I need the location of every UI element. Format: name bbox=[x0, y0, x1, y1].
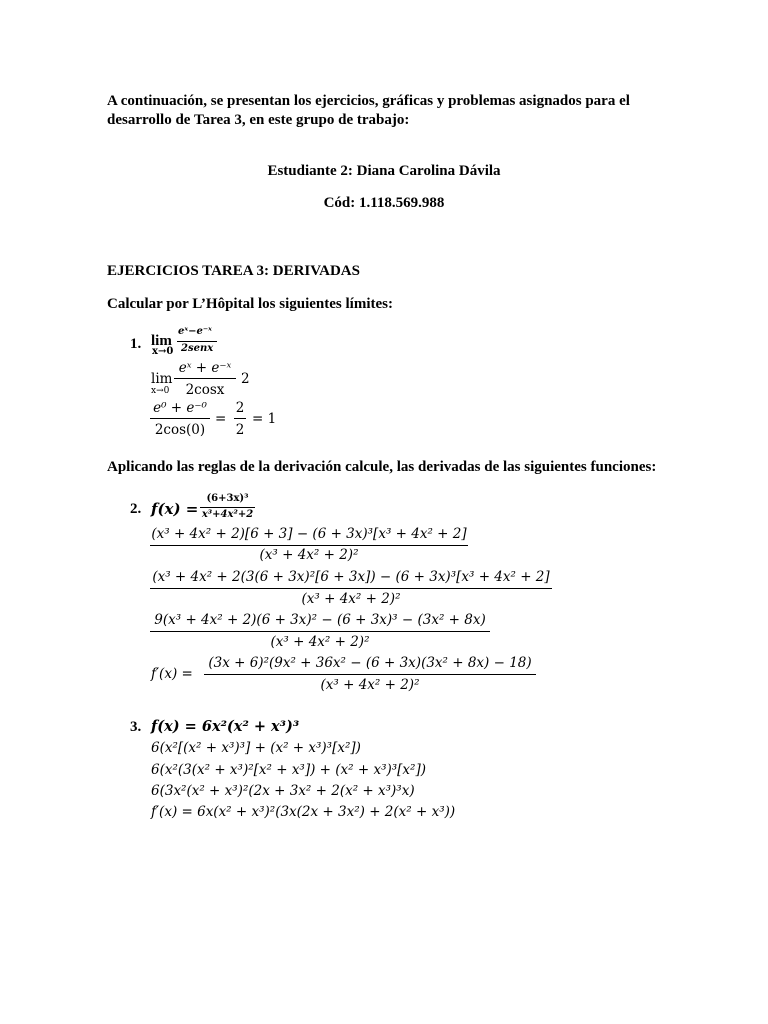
ex1-s1-tail: 2 bbox=[241, 371, 250, 387]
ex2-l1-bar bbox=[150, 545, 468, 546]
ex2-fbar bbox=[200, 507, 255, 508]
ex1-frac-bar bbox=[177, 341, 217, 342]
ex3-line-4: f′(x) = 6x(x² + x³)²(3x(2x + 3x²) + 2(x² + x³)) bbox=[151, 804, 456, 820]
ex2-l2-bar bbox=[150, 588, 552, 589]
ex2-l2-num: (x³ + 4x² + 2(3(6 + 3x)²[6 + 3x]) − (6 + 3x)³[x³ + 4x² + 2] bbox=[152, 569, 550, 585]
ex2-l3-den: (x³ + 4x² + 2)² bbox=[270, 634, 370, 650]
section-title: EJERCICIOS TAREA 3: DERIVADAS bbox=[107, 263, 360, 279]
ex1-s2-result: = 1 bbox=[252, 411, 277, 427]
ex2-l1-num: (x³ + 4x² + 2)[6 + 3] − (6 + 3x)³[x³ + 4x² + 2] bbox=[151, 526, 467, 542]
ex1-s2-fnum: 2 bbox=[235, 400, 245, 416]
ex1-s2-bar bbox=[150, 418, 210, 419]
ex1-s1-bar bbox=[174, 378, 236, 379]
ex1-s1-den: 2cosx bbox=[185, 382, 225, 398]
ex3-line-3: 6(3x²(x² + x³)²(2x + 3x² + 2(x² + x³)³x) bbox=[151, 783, 415, 799]
ex1-s1-lim: lim bbox=[151, 371, 173, 387]
ex2-fnum: (6+3x)³ bbox=[206, 493, 249, 504]
ex2-fden: x³+4x²+2 bbox=[201, 509, 254, 520]
lhopital-heading: Calcular por L’Hôpital los siguientes límites: bbox=[107, 296, 393, 312]
ex1-frac-num: eˣ−e⁻ˣ bbox=[178, 326, 212, 337]
derivatives-heading: Aplicando las reglas de la derivación calcule, las derivadas de las siguientes funciones: bbox=[107, 459, 657, 475]
ex2-l3-num: 9(x³ + 4x² + 2)(6 + 3x)² − (6 + 3x)³ − (3x² + 8x) bbox=[154, 612, 486, 628]
student-name: Estudiante 2: Diana Carolina Dávila bbox=[267, 163, 501, 179]
ex2-l2-den: (x³ + 4x² + 2)² bbox=[301, 591, 401, 607]
ex1-lim-sub: x→0 bbox=[152, 346, 174, 357]
ex1-number: 1. bbox=[130, 336, 142, 352]
ex3-line-2: 6(x²(3(x² + x³)²[x² + x³]) + (x² + x³)³[x²]) bbox=[151, 762, 426, 778]
ex3-line-1: 6(x²[(x² + x³)³] + (x² + x³)³[x²]) bbox=[151, 740, 361, 756]
intro-line-1: A continuación, se presentan los ejercicios, gráficas y problemas asignados para el bbox=[107, 93, 630, 109]
ex1-s2-num: e⁰ + e⁻⁰ bbox=[153, 400, 207, 416]
ex2-number: 2. bbox=[130, 501, 142, 517]
ex1-s2-fbar bbox=[234, 418, 246, 419]
ex2-l4-den: (x³ + 4x² + 2)² bbox=[320, 677, 420, 693]
ex3-head: f(x) = 6x²(x² + x³)³ bbox=[151, 718, 300, 735]
ex3-number: 3. bbox=[130, 719, 142, 735]
ex1-s2-den: 2cos(0) bbox=[154, 422, 206, 438]
ex1-s2-fden: 2 bbox=[235, 422, 245, 438]
ex2-lhs: f(x) = bbox=[151, 500, 199, 518]
ex1-frac-den: 2senx bbox=[181, 343, 214, 354]
ex2-l4-num: (3x + 6)²(9x² + 36x² − (6 + 3x)(3x² + 8x) − 18) bbox=[208, 655, 532, 671]
ex1-lim: lim bbox=[151, 333, 172, 349]
ex1-s2-eq: = bbox=[215, 411, 227, 427]
intro-line-2: desarrollo de Tarea 3, en este grupo de trabajo: bbox=[107, 112, 410, 128]
ex2-l3-bar bbox=[150, 631, 490, 632]
ex2-l4-bar bbox=[204, 674, 536, 675]
ex1-s1-sub: x→0 bbox=[151, 386, 170, 396]
student-code: Cód: 1.118.569.988 bbox=[323, 195, 445, 211]
ex2-l1-den: (x³ + 4x² + 2)² bbox=[259, 547, 359, 563]
ex1-s1-num: eˣ + e⁻ˣ bbox=[178, 360, 232, 376]
ex2-l4-lhs: f′(x) = bbox=[151, 666, 193, 682]
